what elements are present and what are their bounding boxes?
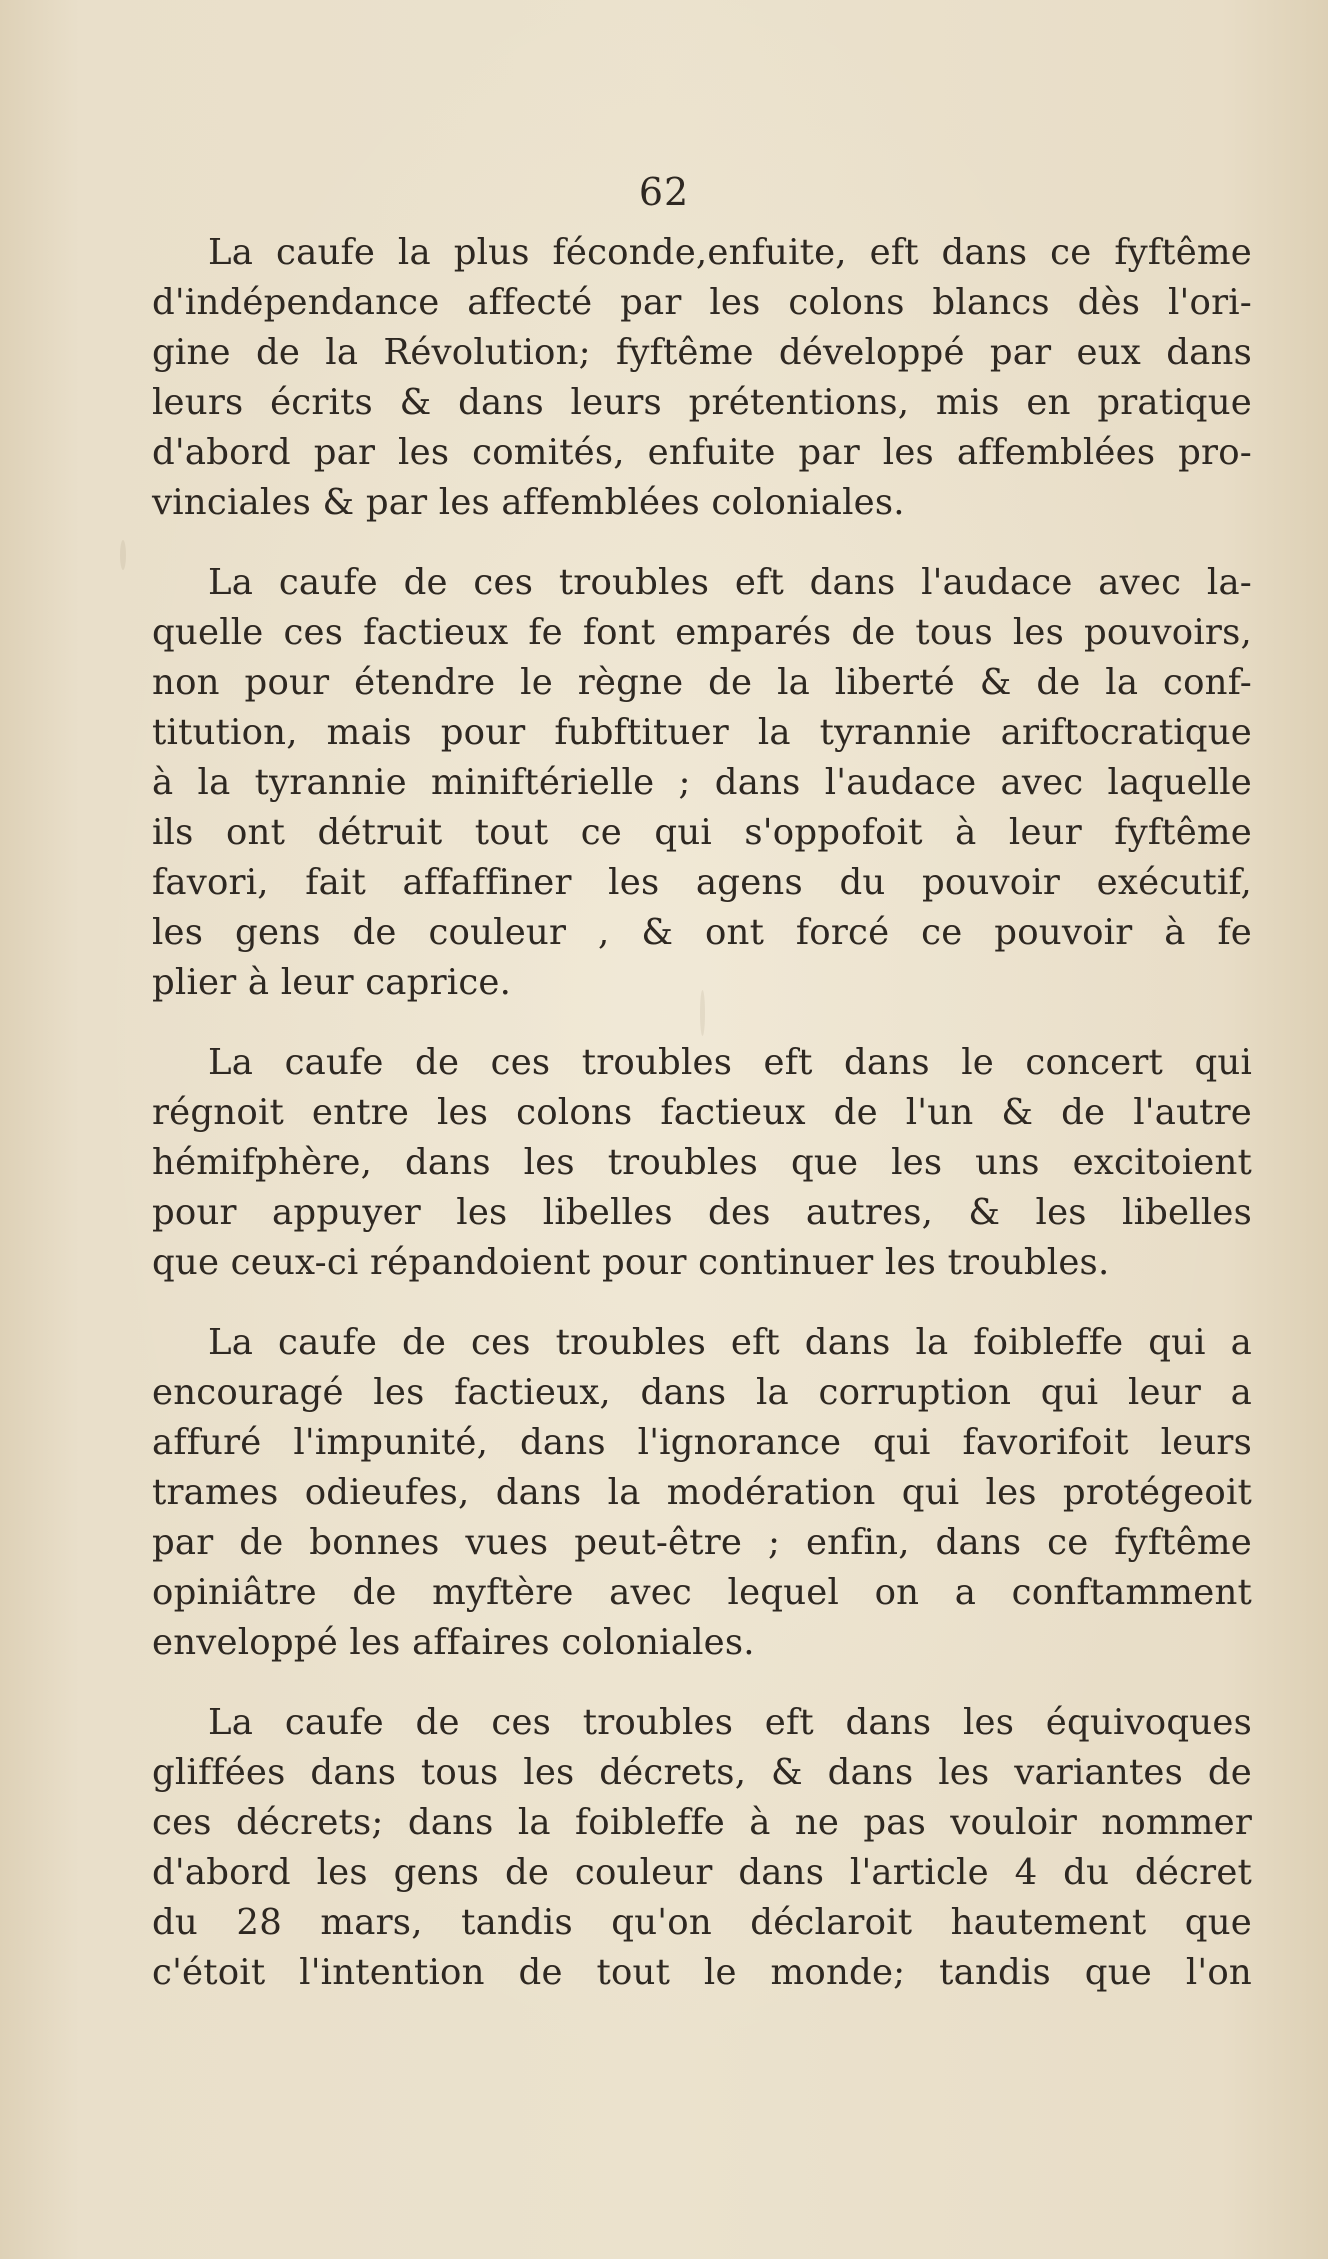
text-line: vinciales & par les affemblées coloniales. (152, 482, 905, 523)
text-line: trames odieufes, dans la modération qui les protégeoit (152, 1472, 1252, 1513)
text-line: affuré l'impunité, dans l'ignorance qui favorifoit leurs (152, 1422, 1252, 1463)
text-line: leurs écrits & dans leurs prétentions, mis en pratique (152, 382, 1252, 423)
text-line: enveloppé les affaires coloniales. (152, 1622, 755, 1663)
text-line: par de bonnes vues peut-être ; enfin, dans ce fyftême (152, 1522, 1252, 1563)
text-line: d'abord les gens de couleur dans l'article 4 du décret (152, 1852, 1252, 1893)
paper-stain (120, 540, 126, 570)
text-line: La caufe de ces troubles eft dans la foibleffe qui a (208, 1322, 1252, 1363)
text-line: ils ont détruit tout ce qui s'oppofoit à leur fyftême (152, 812, 1252, 853)
paragraph (152, 228, 1252, 528)
text-line: titution, mais pour fubftituer la tyrannie ariftocratique (152, 712, 1252, 753)
paragraph (152, 1038, 1252, 1288)
text-line: La caufe de ces troubles eft dans le concert qui (208, 1042, 1252, 1083)
paragraph (152, 1318, 1252, 1668)
text-line: c'étoit l'intention de tout le monde; tandis que l'on (152, 1952, 1252, 1993)
body-text (152, 228, 1252, 2028)
text-line: gliffées dans tous les décrets, & dans les variantes de (152, 1752, 1252, 1793)
text-line: quelle ces factieux fe font emparés de tous les pouvoirs, (152, 612, 1252, 653)
text-line: d'abord par les comités, enfuite par les affemblées pro- (152, 432, 1252, 473)
text-line: favori, fait affaffiner les agens du pouvoir exécutif, (152, 862, 1252, 903)
text-line: La caufe la plus féconde,enfuite, eft dans ce fyftême (208, 232, 1252, 273)
text-line: encouragé les factieux, dans la corruption qui leur a (152, 1372, 1252, 1413)
text-line: opiniâtre de myftère avec lequel on a conftamment (152, 1572, 1252, 1613)
text-line: les gens de couleur , & ont forcé ce pouvoir à fe (152, 912, 1252, 953)
text-line: La caufe de ces troubles eft dans l'audace avec la- (208, 562, 1252, 603)
paragraph (152, 1698, 1252, 1998)
text-line: gine de la Révolution; fyftême développé par eux dans (152, 332, 1252, 373)
paragraph (152, 558, 1252, 1008)
text-line: régnoit entre les colons factieux de l'un & de l'autre (152, 1092, 1252, 1133)
text-line: à la tyrannie miniftérielle ; dans l'audace avec laquelle (152, 762, 1252, 803)
text-line: non pour étendre le règne de la liberté & de la conf- (152, 662, 1252, 703)
text-line: que ceux-ci répandoient pour continuer les troubles. (152, 1242, 1110, 1283)
text-line: hémifphère, dans les troubles que les uns excitoient (152, 1142, 1252, 1183)
text-line: ces décrets; dans la foibleffe à ne pas vouloir nommer (152, 1802, 1252, 1843)
text-line: La caufe de ces troubles eft dans les équivoques (208, 1702, 1252, 1743)
text-line: pour appuyer les libelles des autres, & les libelles (152, 1192, 1252, 1233)
page-number: 62 (638, 170, 690, 214)
text-line: d'indépendance affecté par les colons blancs dès l'ori- (152, 282, 1252, 323)
text-line: plier à leur caprice. (152, 962, 512, 1003)
text-line: du 28 mars, tandis qu'on déclaroit hautement que (152, 1902, 1252, 1943)
